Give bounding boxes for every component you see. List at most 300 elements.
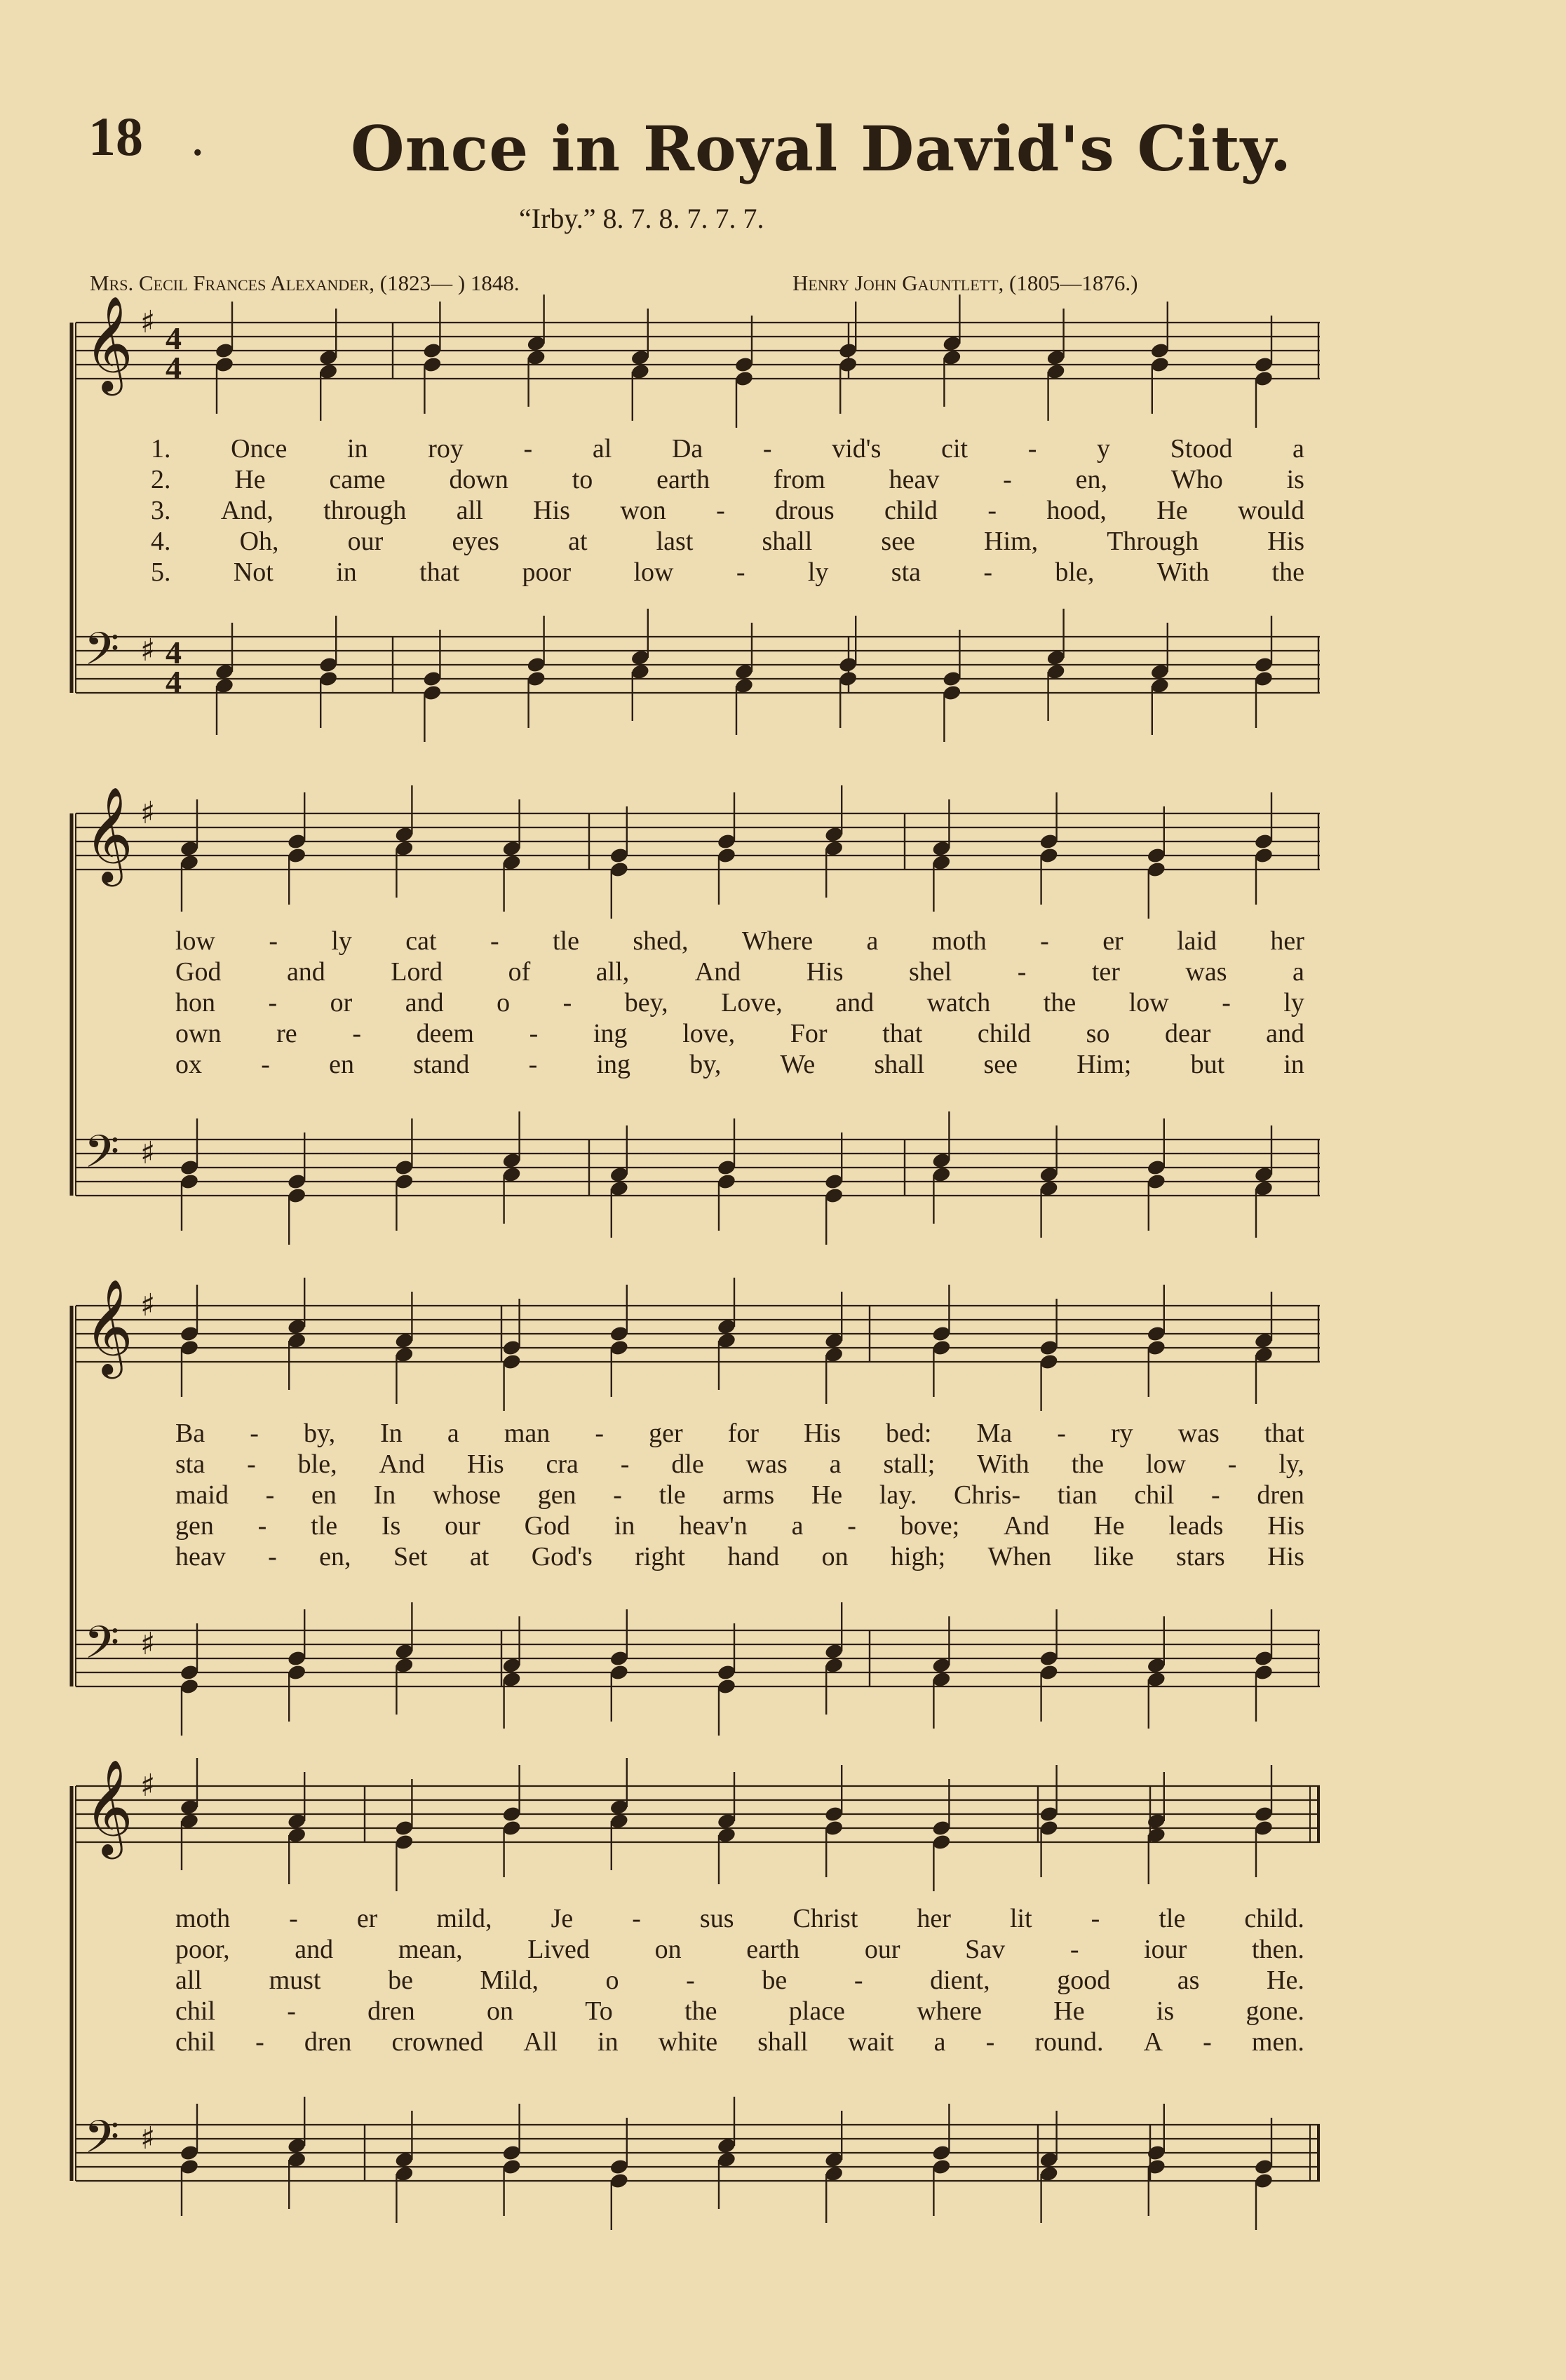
lyric-syllable: heav <box>175 1542 226 1571</box>
lyric-syllable: tle <box>1159 1904 1186 1933</box>
lyric-syllable: a <box>866 926 879 956</box>
lyric-syllable: chil <box>175 1996 215 2026</box>
lyric-syllable: wait <box>848 2027 894 2057</box>
lyric-syllable: gone. <box>1246 1996 1304 2026</box>
bass-clef: 𝄢 <box>84 2111 120 2175</box>
lyric-syllable: the <box>1043 988 1076 1017</box>
lyric-syllable: Stood <box>1170 434 1233 464</box>
lyric-syllable: as <box>1177 1966 1200 1995</box>
lyric-syllable: moth <box>931 926 987 956</box>
lyric-syllable: our <box>445 1511 480 1541</box>
lyric-syllable: white <box>658 2027 718 2057</box>
time-signature-top: 4 <box>166 635 182 670</box>
key-signature-sharp: ♯ <box>140 1626 156 1662</box>
lyric-syllable: is <box>1286 465 1304 494</box>
lyric-syllable: - <box>1040 926 1049 956</box>
lyric-syllable: - <box>736 557 745 587</box>
lyric-syllable: ble, <box>1055 557 1095 587</box>
lyric-syllable: Ba <box>175 1419 205 1448</box>
lyric-syllable: her <box>1270 926 1304 956</box>
lyric-syllable: child <box>977 1019 1031 1048</box>
lyric-syllable: shall <box>874 1050 925 1079</box>
lyric-syllable: hon <box>175 988 215 1017</box>
lyric-syllable: With <box>977 1449 1030 1479</box>
lyric-syllable: - <box>490 926 499 956</box>
lyric-syllable: crowned <box>391 2027 484 2057</box>
lyric-syllable: Mild, <box>480 1966 539 1995</box>
lyric-syllable: dren <box>304 2027 352 2057</box>
lyric-syllable: where <box>917 1996 983 2026</box>
time-signature-top: 4 <box>166 320 182 356</box>
lyric-syllable: Set <box>393 1542 428 1571</box>
lyric-syllable: in <box>1283 1050 1304 1079</box>
lyric-syllable: arms <box>722 1480 775 1510</box>
lyric-syllable: lay. <box>879 1480 917 1510</box>
lyric-syllable: His <box>466 1449 504 1479</box>
lyric-syllable: - <box>289 1904 298 1933</box>
lyric-syllable: - <box>716 496 725 525</box>
lyric-syllable: a <box>447 1419 459 1448</box>
lyric-syllable: hand <box>727 1542 780 1571</box>
lyric-line <box>175 1934 1304 1965</box>
lyric-syllable: leads <box>1168 1511 1224 1541</box>
lyric-syllable: ger <box>649 1419 683 1448</box>
lyric-syllable: He <box>1093 1511 1125 1541</box>
lyric-syllable: - <box>1227 1449 1237 1479</box>
lyric-syllable: - <box>1222 988 1231 1017</box>
lyric-syllable: good <box>1057 1966 1111 1995</box>
lyric-syllable: - <box>250 1419 259 1448</box>
lyric-syllable: a <box>1292 434 1304 464</box>
lyric-syllable: - <box>268 1542 277 1571</box>
tune-name-meter: “Irby.” 8. 7. 8. 7. 7. 7. <box>519 203 764 234</box>
key-signature-sharp: ♯ <box>140 1287 156 1323</box>
lyric-syllable: sus <box>699 1904 734 1933</box>
lyric-syllable: Not <box>233 557 274 587</box>
lyric-syllable: Christ <box>792 1904 858 1933</box>
lyric-syllable: ox <box>175 1050 202 1079</box>
lyric-syllable: eyes <box>452 527 499 556</box>
lyric-line <box>175 2027 1304 2057</box>
key-signature-sharp: ♯ <box>140 1768 156 1804</box>
lyric-syllable: at <box>568 527 588 556</box>
lyric-syllable: His <box>533 496 570 525</box>
lyric-syllable: - <box>1203 2027 1212 2057</box>
lyric-syllable: ly <box>807 557 829 587</box>
lyric-syllable: deem <box>416 1019 474 1048</box>
lyric-syllable: poor <box>522 557 572 587</box>
key-signature-sharp: ♯ <box>140 304 156 340</box>
lyric-syllable: His <box>806 957 844 987</box>
lyric-syllable: We <box>780 1050 816 1079</box>
lyric-syllable: Where <box>741 926 814 956</box>
lyric-syllable: the <box>1071 1449 1105 1479</box>
lyric-syllable: and <box>1266 1019 1304 1048</box>
composer-text: Henry John Gauntlett, (1805—1876.) <box>792 271 1138 295</box>
time-signature-bottom: 4 <box>166 664 182 700</box>
lyric-syllable: dren <box>1257 1480 1304 1510</box>
lyric-syllable: shall <box>762 527 813 556</box>
lyric-syllable: tle <box>552 926 579 956</box>
lyric-syllable: 1. <box>151 434 171 464</box>
lyric-line <box>175 987 1304 1018</box>
lyric-syllable: Once <box>231 434 288 464</box>
lyric-syllable: In <box>380 1419 403 1448</box>
lyric-syllable: mean, <box>398 1935 463 1964</box>
lyric-syllable: o <box>497 988 511 1017</box>
lyric-syllable: stand <box>413 1050 470 1079</box>
key-signature-sharp: ♯ <box>140 633 156 668</box>
lyric-syllable: man <box>504 1419 551 1448</box>
lyric-syllable: own <box>175 1019 222 1048</box>
lyric-syllable: and <box>835 988 875 1017</box>
lyric-syllable: Sav <box>965 1935 1006 1964</box>
lyric-syllable: To <box>585 1996 613 2026</box>
lyric-syllable: sta <box>175 1449 205 1479</box>
lyric-syllable: ing <box>593 1019 628 1048</box>
lyric-syllable: be <box>762 1966 788 1995</box>
lyric-syllable: - <box>613 1480 622 1510</box>
lyric-syllable: - <box>620 1449 630 1479</box>
lyric-syllable: Chris- <box>954 1480 1021 1510</box>
lyric-syllable: watch <box>926 988 991 1017</box>
lyric-syllable: then. <box>1252 1935 1304 1964</box>
lyric-syllable: er <box>1102 926 1123 956</box>
lyric-syllable: en, <box>1075 465 1108 494</box>
author-text: Mrs. Cecil Frances Alexander, (1823— ) 1848. <box>90 271 520 295</box>
time-signature-bottom: 4 <box>166 350 182 386</box>
lyric-syllable: low <box>633 557 674 587</box>
lyric-syllable: all <box>175 1966 202 1995</box>
lyric-line <box>175 956 1304 987</box>
header-dot: . <box>191 106 205 167</box>
lyric-line <box>151 464 1304 495</box>
lyric-syllable: ly, <box>1278 1449 1304 1479</box>
lyric-syllable: laid <box>1177 926 1217 956</box>
lyric-syllable: He. <box>1267 1966 1304 1995</box>
lyric-syllable: hood, <box>1046 496 1107 525</box>
lyric-syllable: al <box>592 434 612 464</box>
lyric-syllable: bey, <box>624 988 668 1017</box>
lyric-syllable: through <box>323 496 407 525</box>
lyric-syllable: - <box>632 1904 641 1933</box>
lyric-line <box>175 1018 1304 1049</box>
lyric-syllable: - <box>1057 1419 1066 1448</box>
key-signature-sharp: ♯ <box>140 1135 156 1171</box>
lyric-syllable: sta <box>891 557 922 587</box>
lyric-syllable: heav <box>889 465 940 494</box>
lyric-syllable: shel <box>908 957 952 987</box>
lyric-syllable: en, <box>319 1542 351 1571</box>
lyric-line <box>175 1996 1304 2027</box>
lyric-syllable: in <box>614 1511 635 1541</box>
lyric-syllable: a <box>933 2027 946 2057</box>
lyric-syllable: - <box>523 434 533 464</box>
lyric-syllable: - <box>528 1050 538 1079</box>
lyric-syllable: and <box>295 1935 334 1964</box>
lyric-syllable: - <box>287 1996 296 2026</box>
lyric-syllable: Da <box>671 434 703 464</box>
bass-clef: 𝄢 <box>84 623 120 687</box>
lyric-syllable: chil <box>175 2027 215 2057</box>
lyric-syllable: - <box>1003 465 1012 494</box>
lyric-syllable: - <box>352 1019 361 1048</box>
lyric-syllable: mild, <box>436 1904 492 1933</box>
lyric-syllable: ly <box>331 926 352 956</box>
lyric-syllable: would <box>1237 496 1304 525</box>
lyric-syllable: our <box>864 1935 900 1964</box>
lyric-syllable: shall <box>757 2027 809 2057</box>
lyric-syllable: His <box>1267 527 1304 556</box>
lyric-syllable: tle <box>659 1480 686 1510</box>
key-signature-sharp: ♯ <box>140 795 156 831</box>
lyric-syllable: see <box>881 527 915 556</box>
lyric-syllable: He <box>1156 496 1188 525</box>
lyric-line <box>175 926 1304 956</box>
lyric-syllable: from <box>773 465 825 494</box>
lyric-syllable: He <box>234 465 266 494</box>
lyric-syllable: is <box>1156 1996 1175 2026</box>
lyric-syllable: heav'n <box>679 1511 748 1541</box>
lyric-syllable: - <box>987 496 997 525</box>
lyric-syllable: at <box>469 1542 490 1571</box>
lyric-line <box>175 1049 1304 1080</box>
lyric-syllable: that <box>1264 1419 1304 1448</box>
lyric-syllable: iour <box>1144 1935 1187 1964</box>
lyric-syllable: high; <box>891 1542 946 1571</box>
lyric-syllable: - <box>269 926 278 956</box>
lyric-syllable: ly <box>1283 988 1304 1017</box>
treble-clef: 𝄞 <box>84 1758 133 1855</box>
lyric-line <box>151 495 1304 526</box>
lyric-syllable: was <box>745 1449 788 1479</box>
lyric-syllable: With <box>1156 557 1210 587</box>
lyric-syllable: All <box>523 2027 558 2057</box>
lyric-syllable: - <box>255 2027 264 2057</box>
lyric-syllable: A <box>1143 2027 1163 2057</box>
bass-clef: 𝄢 <box>84 1617 120 1680</box>
lyric-syllable: down <box>449 465 508 494</box>
lyric-syllable: And, <box>220 496 274 525</box>
lyric-syllable: - <box>847 1511 856 1541</box>
lyric-syllable: of <box>508 957 531 987</box>
lyric-syllable: whose <box>432 1480 501 1510</box>
lyric-syllable: 2. <box>151 465 171 494</box>
lyric-syllable: ble, <box>297 1449 337 1479</box>
bass-clef: 𝄢 <box>84 1126 120 1189</box>
lyric-syllable: chil <box>1134 1480 1175 1510</box>
lyric-syllable: to <box>572 465 593 494</box>
treble-clef: 𝄞 <box>84 1278 133 1374</box>
lyric-syllable: er <box>356 1904 378 1933</box>
lyric-syllable: by, <box>689 1050 722 1079</box>
lyric-line <box>175 1541 1304 1572</box>
lyric-syllable: the <box>684 1996 717 2026</box>
lyric-syllable: moth <box>175 1904 231 1933</box>
lyric-syllable: in <box>336 557 357 587</box>
lyric-syllable: low <box>175 926 215 956</box>
lyric-syllable: Ma <box>976 1419 1013 1448</box>
lyric-syllable: like <box>1093 1542 1134 1571</box>
lyric-syllable: In <box>373 1480 396 1510</box>
lyric-syllable: - <box>853 1966 863 1995</box>
lyric-syllable: and <box>286 957 325 987</box>
lyric-syllable: Is <box>381 1511 401 1541</box>
lyric-syllable: poor, <box>175 1935 230 1964</box>
lyric-syllable: see <box>983 1050 1018 1079</box>
lyric-syllable: Oh, <box>239 527 279 556</box>
lyric-syllable: gen <box>175 1511 214 1541</box>
lyric-syllable: dear <box>1165 1019 1211 1048</box>
lyric-syllable: child. <box>1244 1904 1304 1933</box>
lyric-line <box>151 433 1304 464</box>
lyric-syllable: last <box>656 527 694 556</box>
hymn-title: Once in Royal David's City. <box>351 112 1292 185</box>
lyric-syllable: cra <box>546 1449 579 1479</box>
lyric-line <box>175 1510 1304 1541</box>
lyric-syllable: dient, <box>930 1966 990 1995</box>
lyric-syllable: 3. <box>151 496 171 525</box>
lyric-syllable: be <box>388 1966 413 1995</box>
lyric-line <box>151 557 1304 588</box>
lyric-syllable: cat <box>405 926 437 956</box>
lyric-syllable: - <box>529 1019 539 1048</box>
lyric-syllable: in <box>598 2027 619 2057</box>
lyric-syllable: His <box>804 1419 841 1448</box>
lyric-syllable: Through <box>1107 527 1199 556</box>
lyric-syllable: her <box>917 1904 951 1933</box>
lyric-syllable: - <box>268 988 278 1017</box>
lyric-syllable: right <box>635 1542 685 1571</box>
lyric-syllable: God's <box>531 1542 593 1571</box>
lyric-syllable: bed: <box>885 1419 932 1448</box>
lyric-syllable: gen <box>537 1480 576 1510</box>
lyric-syllable: - <box>562 988 572 1017</box>
lyric-syllable: vid's <box>832 434 882 464</box>
lyric-syllable: - <box>1017 957 1027 987</box>
lyric-syllable: shed, <box>633 926 689 956</box>
lyric-syllable: For <box>790 1019 828 1048</box>
lyric-syllable: - <box>686 1966 695 1995</box>
lyric-syllable: - <box>261 1050 270 1079</box>
lyric-syllable: on <box>821 1542 849 1571</box>
lyric-syllable: - <box>265 1480 275 1510</box>
lyric-syllable: low <box>1145 1449 1186 1479</box>
lyric-syllable: Lived <box>527 1935 590 1964</box>
lyric-syllable: And <box>379 1449 425 1479</box>
lyric-syllable: He <box>1053 1996 1085 2026</box>
lyric-syllable: re <box>276 1019 297 1048</box>
lyric-syllable: tian <box>1057 1480 1098 1510</box>
lyric-syllable: or <box>330 988 353 1017</box>
lyric-syllable: but <box>1190 1050 1225 1079</box>
lyric-syllable: that <box>882 1019 923 1048</box>
lyric-syllable: And <box>1003 1511 1050 1541</box>
lyric-syllable: When <box>987 1542 1052 1571</box>
lyric-syllable: Je <box>551 1904 574 1933</box>
lyric-syllable: drous <box>775 496 835 525</box>
lyric-syllable: for <box>727 1419 760 1448</box>
lyric-syllable: earth <box>656 465 710 494</box>
lyric-line <box>175 1965 1304 1996</box>
lyric-syllable: won <box>620 496 666 525</box>
lyric-syllable: and <box>405 988 444 1017</box>
lyric-syllable: - <box>1069 1935 1079 1964</box>
lyric-syllable: He <box>811 1480 843 1510</box>
lyric-syllable: stars <box>1176 1542 1225 1571</box>
lyric-syllable: His <box>1267 1511 1304 1541</box>
lyric-syllable: on <box>654 1935 682 1964</box>
lyric-line <box>175 1418 1304 1449</box>
lyric-syllable: - <box>247 1449 256 1479</box>
lyric-syllable: ing <box>596 1050 631 1079</box>
lyric-syllable: bove; <box>900 1511 960 1541</box>
lyric-syllable: - <box>983 557 993 587</box>
lyric-syllable: - <box>257 1511 267 1541</box>
lyric-syllable: came <box>329 465 386 494</box>
lyric-syllable: en <box>329 1050 354 1079</box>
treble-clef: 𝄞 <box>84 785 133 882</box>
lyric-syllable: lit <box>1009 1904 1032 1933</box>
lyric-syllable: in <box>347 434 368 464</box>
lyric-syllable: o <box>605 1966 619 1995</box>
lyric-syllable: ter <box>1091 957 1120 987</box>
lyric-syllable: roy <box>428 434 464 464</box>
lyric-syllable: earth <box>746 1935 800 1964</box>
lyric-syllable: Him, <box>984 527 1039 556</box>
lyric-syllable: dren <box>367 1996 415 2026</box>
lyric-syllable: God <box>524 1511 571 1541</box>
lyric-syllable: by, <box>304 1419 336 1448</box>
lyric-line <box>175 1449 1304 1480</box>
lyric-line <box>175 1903 1304 1934</box>
lyric-syllable: stall; <box>883 1449 936 1479</box>
lyric-syllable: - <box>1027 434 1037 464</box>
lyric-syllable: so <box>1086 1019 1110 1048</box>
lyric-syllable: ry <box>1110 1419 1133 1448</box>
lyric-syllable: a <box>791 1511 804 1541</box>
lyric-syllable: low <box>1128 988 1169 1017</box>
lyric-syllable: - <box>1211 1480 1220 1510</box>
lyric-line <box>175 1480 1304 1510</box>
lyric-syllable: all <box>456 496 483 525</box>
lyric-syllable: a <box>829 1449 842 1479</box>
lyric-line <box>151 526 1304 557</box>
key-signature-sharp: ♯ <box>140 2121 156 2156</box>
lyric-syllable: the <box>1271 557 1304 587</box>
lyric-syllable: God <box>175 957 222 987</box>
treble-clef: 𝄞 <box>84 295 133 391</box>
lyric-syllable: en <box>311 1480 337 1510</box>
lyric-syllable: was <box>1177 1419 1220 1448</box>
lyric-syllable: all, <box>595 957 630 987</box>
lyric-syllable: love, <box>682 1019 736 1048</box>
lyric-syllable: - <box>762 434 772 464</box>
lyric-syllable: that <box>419 557 460 587</box>
hymn-number: 18 <box>88 106 143 167</box>
lyric-syllable: tle <box>311 1511 338 1541</box>
lyric-syllable: child <box>884 496 938 525</box>
lyric-syllable: must <box>269 1966 321 1995</box>
lyric-syllable: place <box>788 1996 845 2026</box>
lyric-syllable: cit <box>941 434 968 464</box>
lyric-syllable: maid <box>175 1480 229 1510</box>
lyric-syllable: His <box>1267 1542 1304 1571</box>
lyric-syllable: - <box>1091 1904 1100 1933</box>
lyric-syllable: 5. <box>151 557 171 587</box>
lyric-syllable: a <box>1292 957 1304 987</box>
lyric-syllable: - <box>595 1419 605 1448</box>
